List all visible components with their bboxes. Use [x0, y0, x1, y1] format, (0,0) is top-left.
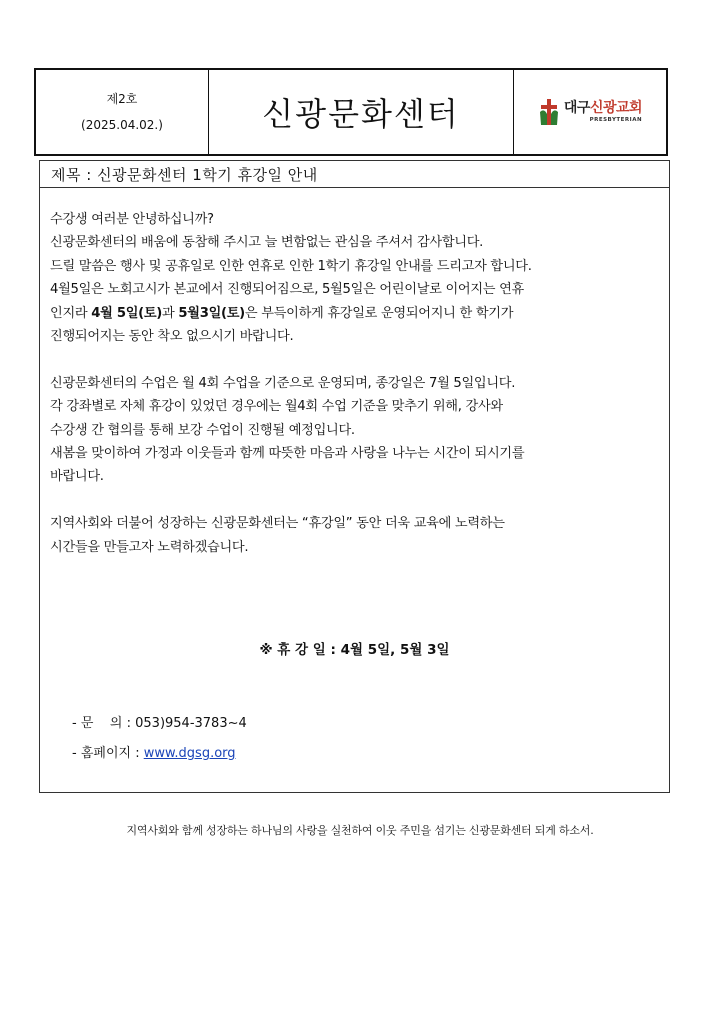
contact-phone	[72, 712, 247, 731]
body-text: 은 부득이하게 휴강일로 운영되어지니 한 학기가	[244, 305, 514, 321]
notice-box	[39, 160, 670, 793]
body-line: 시간들을 만들고자 노력하겠습니다.	[50, 539, 249, 555]
homepage-label: - 홈페이지 :	[72, 746, 144, 761]
body-line: 드릴 말씀은 행사 및 공휴일로 인한 연휴로 인한 1학기 휴강일 안내를 드리고자 합니다.	[50, 258, 532, 274]
footer-motto: 지역사회와 함께 성장하는 하나님의 사랑을 실천하여 이웃 주민을 섬기는 신광문화센터 되게 하소서.	[126, 824, 594, 837]
church-cross-icon	[538, 98, 560, 126]
church-logo-cell	[514, 70, 666, 154]
body-line: 새봄을 맞이하여 가정과 이웃들과 함께 따뜻한 마음과 사랑을 나누는 시간이 되시기를	[50, 446, 525, 462]
body-text: 과	[162, 305, 179, 321]
body-line: 신광문화센터의 수업은 월 4회 수업을 기준으로 운영되며, 종강일은 7월 5일입니다.	[50, 375, 516, 391]
document-header	[34, 68, 668, 156]
body-line: 진행되어지는 동안 착오 없으시기 바랍니다.	[50, 329, 294, 345]
phone-label: - 문 의 :	[72, 716, 136, 731]
page-title: 신광문화센터	[209, 70, 514, 154]
subject-line: 제목 : 신광문화센터 1학기 휴강일 안내	[40, 161, 669, 188]
logo-subtitle: PRESBYTERIAN	[589, 116, 643, 123]
body-line	[50, 302, 662, 325]
body-line: 각 강좌별로 자체 휴강이 있었던 경우에는 월4회 수업 기준을 맞추기 위해, 강사와	[50, 399, 503, 415]
issue-info	[36, 70, 209, 154]
body-line: 지역사회와 더불어 성장하는 신광문화센터는 “휴강일” 동안 더욱 교육에 노력하는	[50, 516, 505, 532]
homepage-link[interactable]: www.dgsg.org	[143, 746, 236, 761]
body-line: 수강생 여러분 안녕하십니까?	[50, 212, 214, 227]
logo-text-city: 대구	[563, 99, 590, 116]
holiday-date-2: 5월3일(토)	[178, 305, 245, 321]
holiday-notice: ※ 휴 강 일 : 4월 5일, 5월 3일	[259, 642, 450, 658]
phone-number: 053)954-3783~4	[135, 716, 247, 731]
issue-date: (2025.04.02.)	[81, 118, 163, 132]
body-line: 수강생 간 협의를 통해 보강 수업이 진행될 예정입니다.	[50, 422, 355, 438]
issue-number: 제2호	[106, 92, 138, 106]
body-line: 바랍니다.	[50, 469, 104, 485]
holiday-date-1: 4월 5일(토)	[91, 305, 163, 321]
body-text: 인지라	[50, 305, 92, 321]
body-line: 4월5일은 노회고시가 본교에서 진행되어짐으로, 5월5일은 어린이날로 이어지는 연휴	[50, 282, 524, 298]
contact-homepage	[72, 742, 236, 761]
church-logo	[538, 98, 642, 126]
body-line: 신광문화센터의 배움에 동참해 주시고 늘 변함없는 관심을 주셔서 감사합니다.	[50, 235, 484, 251]
notice-body	[50, 208, 662, 559]
logo-text-church: 신광교회	[589, 99, 643, 116]
